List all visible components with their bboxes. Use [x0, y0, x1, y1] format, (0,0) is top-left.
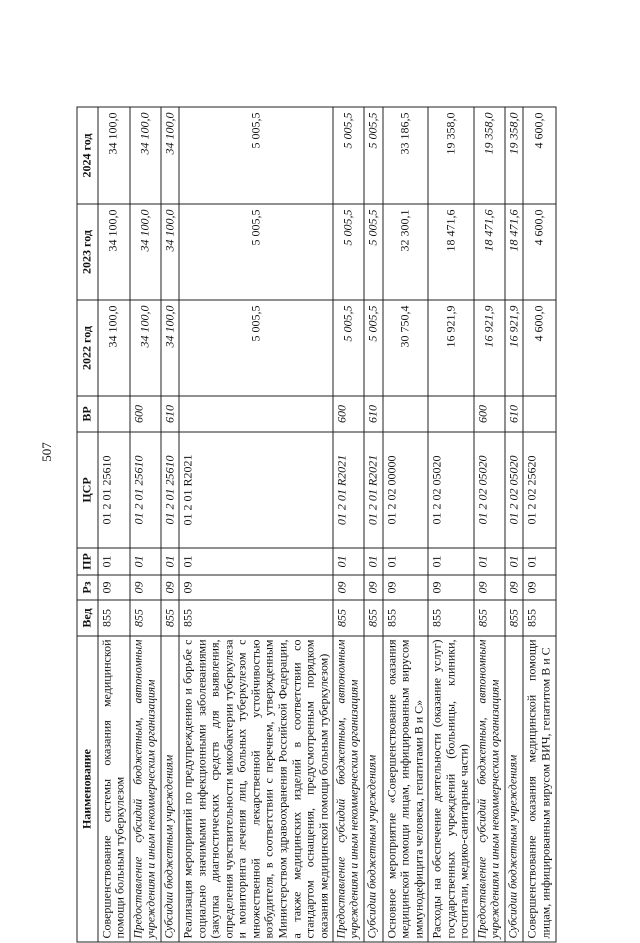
budget-table-container [77, 108, 557, 943]
cell-2023: 5 005,5 [179, 204, 333, 300]
cell-2022: 34 100,0 [98, 300, 130, 396]
cell-2022: 30 750,4 [383, 300, 429, 396]
cell-pr: 01 [523, 548, 555, 575]
table-row [474, 107, 505, 942]
cell-rz: 09 [474, 575, 505, 600]
cell-2022: 5 005,5 [364, 300, 383, 396]
cell-2022: 5 005,5 [333, 300, 364, 396]
cell-2022: 5 005,5 [179, 300, 333, 396]
cell-ved: 855 [523, 600, 555, 636]
cell-rz: 09 [364, 575, 383, 600]
header-rz: Рз [77, 575, 98, 600]
header-name: Наименование [77, 636, 98, 942]
cell-rz: 09 [130, 575, 161, 600]
cell-ved: 855 [364, 600, 383, 636]
cell-ved: 855 [428, 600, 474, 636]
cell-csr: 01 2 01 25610 [130, 432, 161, 548]
cell-2022: 34 100,0 [161, 300, 180, 396]
header-csr: ЦСР [77, 432, 98, 548]
table-header-row [77, 107, 98, 942]
cell-name: Предоставление субсидий бюджетным, автономным учреждениям и иным некоммерческим организациям [474, 636, 505, 942]
cell-2024: 5 005,5 [364, 107, 383, 204]
cell-pr: 01 [505, 548, 524, 575]
cell-pr: 01 [474, 548, 505, 575]
cell-csr: 01 2 01 R2021 [179, 432, 333, 548]
cell-csr: 01 2 01 R2021 [333, 432, 364, 548]
cell-2024: 19 358,0 [474, 107, 505, 204]
cell-rz: 09 [428, 575, 474, 600]
cell-name: Предоставление субсидий бюджетным, автономным учреждениям и иным некоммерческим организациям [130, 636, 161, 942]
cell-ved: 855 [179, 600, 333, 636]
table-row [179, 107, 333, 942]
cell-2022: 34 100,0 [130, 300, 161, 396]
cell-csr: 01 2 02 05020 [428, 432, 474, 548]
cell-vr: 610 [364, 396, 383, 432]
cell-pr: 01 [98, 548, 130, 575]
cell-pr: 01 [428, 548, 474, 575]
cell-2024: 34 100,0 [161, 107, 180, 204]
cell-2022: 16 921,9 [505, 300, 524, 396]
budget-table [77, 107, 557, 943]
cell-name: Основное мероприятие «Совершенствование оказания медицинской помощи лицам, инфицированным вирусом иммунодефицита человека, гепатитами В и С» [383, 636, 429, 942]
cell-vr [98, 396, 130, 432]
cell-2023: 18 471,6 [428, 204, 474, 300]
cell-2024: 19 358,0 [428, 107, 474, 204]
cell-vr [523, 396, 555, 432]
cell-pr: 01 [333, 548, 364, 575]
cell-2024: 19 358,0 [505, 107, 524, 204]
cell-csr: 01 2 01 R2021 [364, 432, 383, 548]
table-row [161, 107, 180, 942]
cell-2023: 32 300,1 [383, 204, 429, 300]
cell-2024: 34 100,0 [98, 107, 130, 204]
cell-2024: 5 005,5 [179, 107, 333, 204]
cell-name: Субсидии бюджетным учреждениям [161, 636, 180, 942]
cell-rz: 09 [383, 575, 429, 600]
cell-pr: 01 [383, 548, 429, 575]
cell-2022: 16 921,9 [474, 300, 505, 396]
cell-2023: 4 600,0 [523, 204, 555, 300]
cell-name: Предоставление субсидий бюджетным, автономным учреждениям и иным некоммерческим организациям [333, 636, 364, 942]
cell-rz: 09 [179, 575, 333, 600]
table-row [333, 107, 364, 942]
cell-2023: 5 005,5 [333, 204, 364, 300]
cell-vr: 600 [474, 396, 505, 432]
cell-rz: 09 [333, 575, 364, 600]
cell-name: Субсидии бюджетным учреждениям [364, 636, 383, 942]
header-2022: 2022 год [77, 300, 98, 396]
table-row [428, 107, 474, 942]
header-ved: Вед [77, 600, 98, 636]
table-body [98, 107, 556, 942]
cell-2022: 4 600,0 [523, 300, 555, 396]
cell-ved: 855 [333, 600, 364, 636]
cell-pr: 01 [179, 548, 333, 575]
cell-rz: 09 [98, 575, 130, 600]
cell-name: Совершенствование системы оказания медицинской помощи больным туберкулезом [98, 636, 130, 942]
cell-vr: 610 [161, 396, 180, 432]
header-vr: ВР [77, 396, 98, 432]
header-pr: ПР [77, 548, 98, 575]
cell-name: Совершенствование оказания медицинской помощи лицам, инфицированным вирусом ВИЧ, гепатитом В и С [523, 636, 555, 942]
cell-rz: 09 [523, 575, 555, 600]
cell-csr: 01 2 01 25610 [161, 432, 180, 548]
cell-2024: 4 600,0 [523, 107, 555, 204]
table-row [383, 107, 429, 942]
cell-2024: 34 100,0 [130, 107, 161, 204]
cell-2024: 5 005,5 [333, 107, 364, 204]
cell-2023: 34 100,0 [130, 204, 161, 300]
cell-vr: 600 [333, 396, 364, 432]
page-number: 507 [39, 442, 54, 462]
cell-pr: 01 [130, 548, 161, 575]
cell-name: Субсидии бюджетным учреждениям [505, 636, 524, 942]
cell-csr: 01 2 02 25620 [523, 432, 555, 548]
cell-2023: 34 100,0 [161, 204, 180, 300]
cell-ved: 855 [130, 600, 161, 636]
cell-2022: 16 921,9 [428, 300, 474, 396]
cell-ved: 855 [474, 600, 505, 636]
cell-pr: 01 [364, 548, 383, 575]
header-2024: 2024 год [77, 107, 98, 204]
cell-vr [428, 396, 474, 432]
cell-ved: 855 [98, 600, 130, 636]
cell-ved: 855 [505, 600, 524, 636]
cell-csr: 01 2 01 25610 [98, 432, 130, 548]
cell-name: Реализация мероприятий по предупреждению и борьбе с социально значимыми инфекционными заболеваниями (закупка диагностических средств для выявления, определения чувствительности микобактерии туберкулеза и мониторинга лечения лиц, больных туберкулезом с множественной лекарственной устойчивостью возбудителя, в соответствии с перечнем, утвержденным Министерством здравоохранения Российской Федерации, а также медицинских изделий в соответствии со стандартом оснащения, предусмотренным порядком оказания медицинской помощи больным туберкулезом) [179, 636, 333, 942]
table-row [505, 107, 524, 942]
cell-rz: 09 [505, 575, 524, 600]
table-row [364, 107, 383, 942]
table-row [523, 107, 555, 942]
cell-2023: 5 005,5 [364, 204, 383, 300]
cell-csr: 01 2 02 05020 [505, 432, 524, 548]
cell-2024: 33 186,5 [383, 107, 429, 204]
cell-vr [383, 396, 429, 432]
cell-pr: 01 [161, 548, 180, 575]
cell-vr: 610 [505, 396, 524, 432]
header-2023: 2023 год [77, 204, 98, 300]
cell-csr: 01 2 02 05020 [474, 432, 505, 548]
cell-vr [179, 396, 333, 432]
cell-csr: 01 2 02 00000 [383, 432, 429, 548]
cell-2023: 34 100,0 [98, 204, 130, 300]
table-row [130, 107, 161, 942]
cell-name: Расходы на обеспечение деятельности (оказание услуг) государственных учреждений (больницы, клиники, госпитали, медико-санитарные части) [428, 636, 474, 942]
cell-rz: 09 [161, 575, 180, 600]
table-row [98, 107, 130, 942]
cell-ved: 855 [383, 600, 429, 636]
cell-2023: 18 471,6 [474, 204, 505, 300]
cell-vr: 600 [130, 396, 161, 432]
cell-2023: 18 471,6 [505, 204, 524, 300]
cell-ved: 855 [161, 600, 180, 636]
